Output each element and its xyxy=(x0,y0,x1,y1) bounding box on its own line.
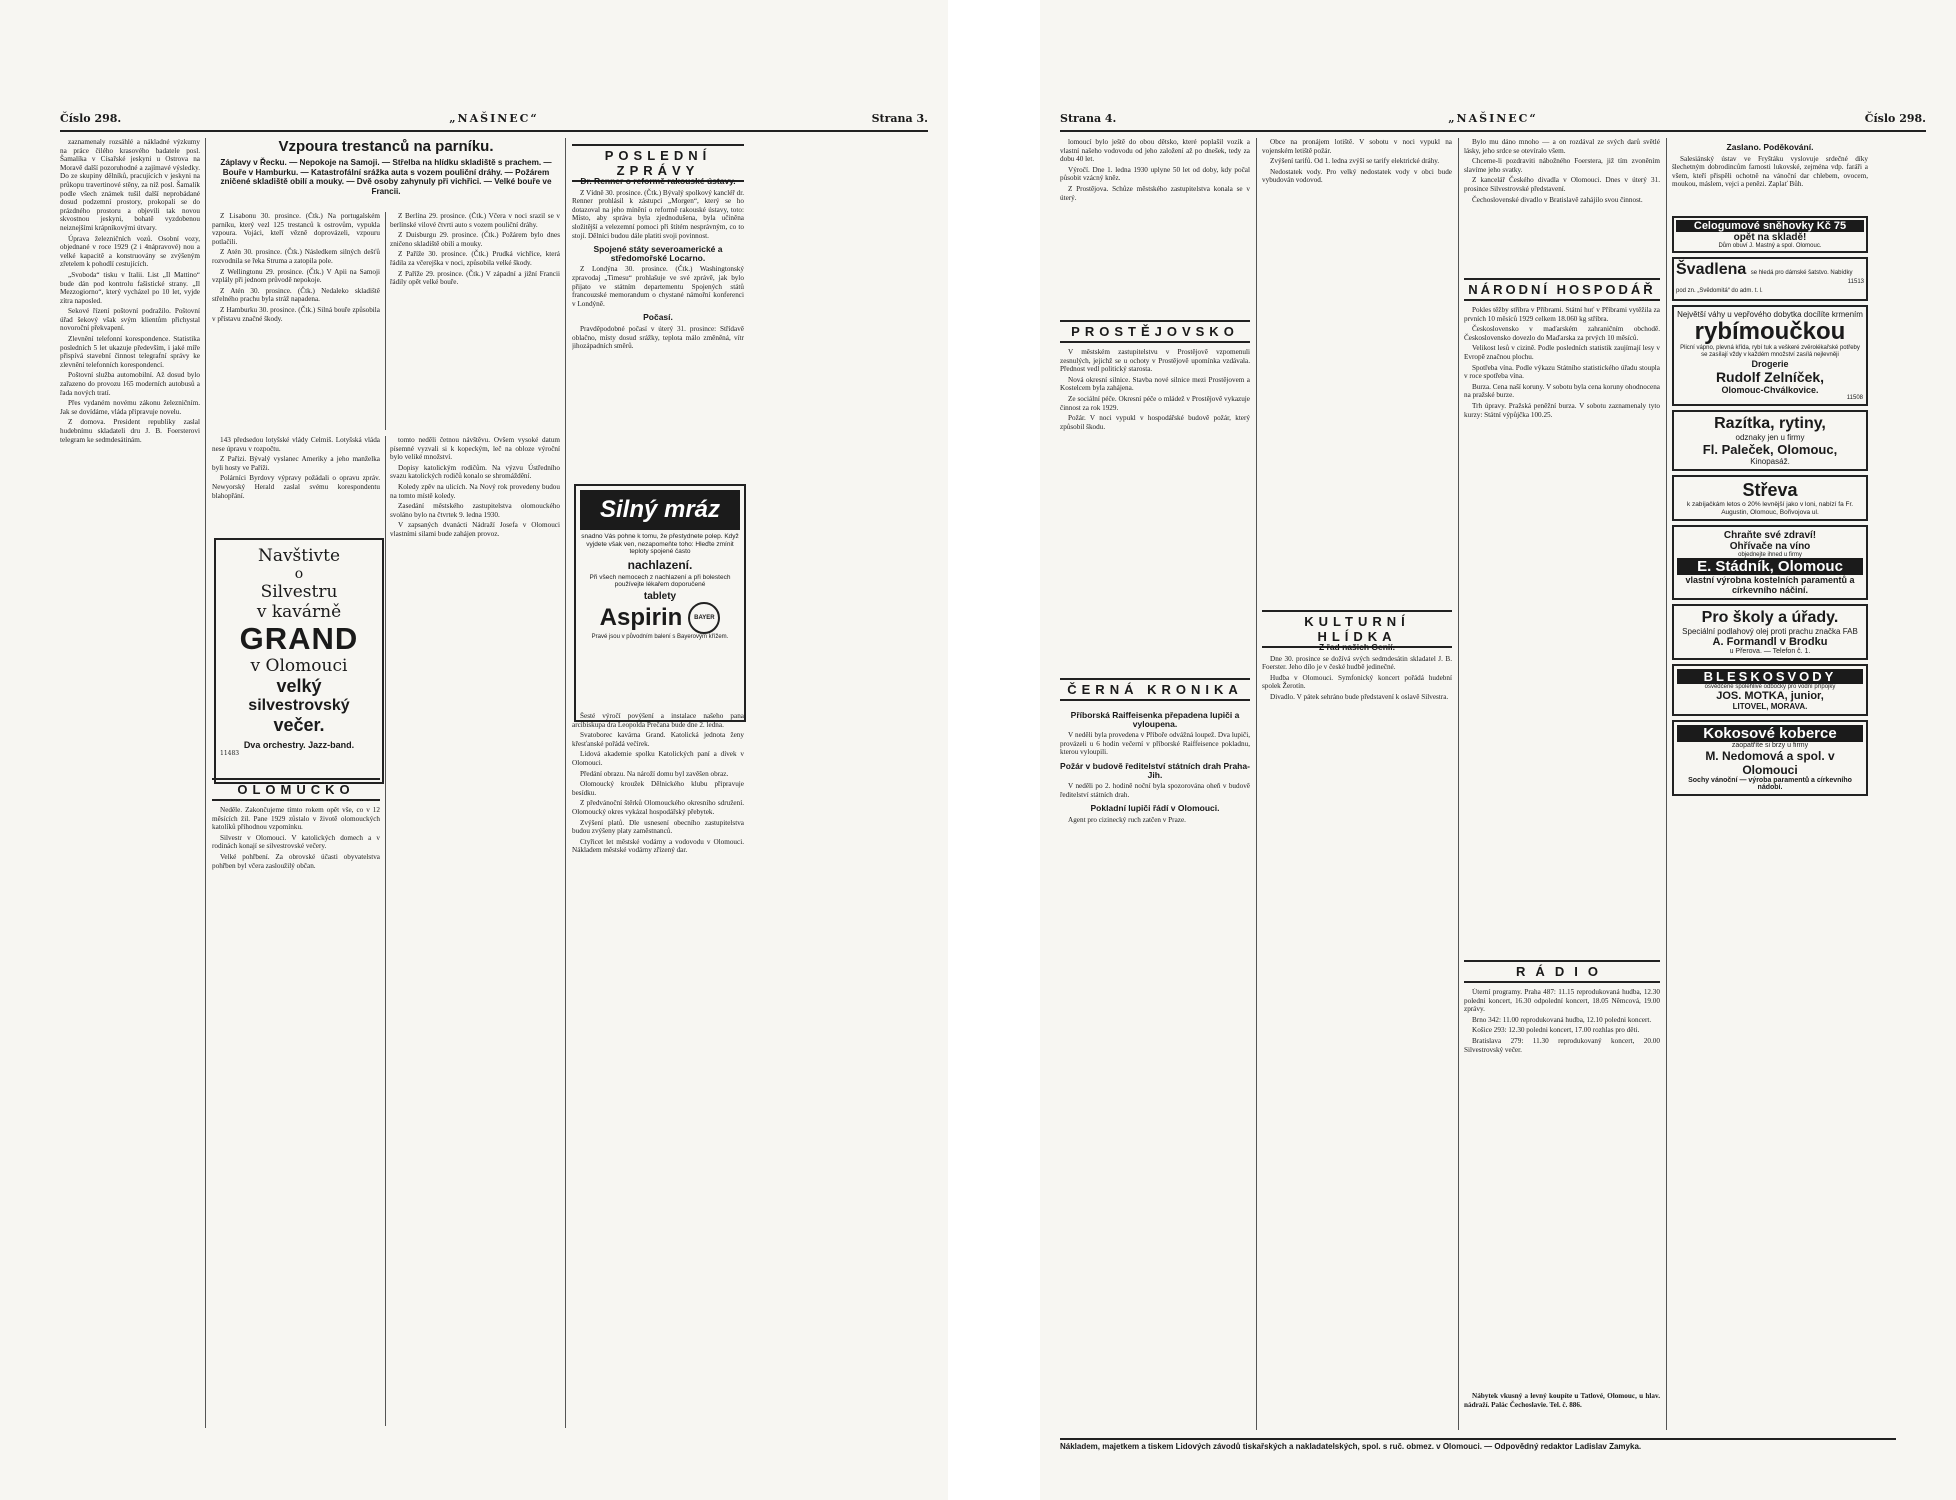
prostejovsko-text xyxy=(1060,348,1250,666)
article-para: Nedostatek vody. Pro velký nedostatek vody v obci bude vybudován vodovod. xyxy=(1262,167,1452,185)
furniture-notice xyxy=(1464,1392,1660,1430)
article-para: Úterní programy. Praha 487: 11.15 reprodukovaná hudba, 12.30 poledni koncert, 16.30 odpolední koncert, 18.05 Němcová, 19.00 zprávy. xyxy=(1464,988,1660,1014)
ads-column xyxy=(1672,216,1868,796)
article-para: Trh úpravy. Pražská peněžní burza. V sobotu zaznamenaly tyto kurzy: Státní výpůjčka 100.25. xyxy=(1464,401,1660,419)
article-para: Z Atén 30. prosince. (Čtk.) Následkem silných dešťů rozvodnila se řeka Struma a zatopila pole. xyxy=(212,248,380,265)
ad-headline: Silný mráz xyxy=(580,490,740,530)
radio-section xyxy=(1464,954,1660,989)
ad-text: Olomouc-Chválkovice. xyxy=(1721,385,1819,395)
article-para: V městském zastupitelstvu v Prostějově vzpomenuli zesnulých, jejichž se u ochoty v Prostějově upomínka vzdávala. Přednost vedl politický starosta. xyxy=(1060,348,1250,374)
ad-headline: rybímoučkou xyxy=(1694,318,1846,345)
article-para: Z Vídně 30. prosince. (Čtk.) Bývalý spolkový kancléř dr. Renner prohlásil k zástupci „Morgen“, který se ho dotazoval na jeho mínění o reformě rakouské ústavy, toto: Místo, aby správa byla zjednodušena, byla učiněna složitější a velezemní pomoci při štítém nesprávným, co to stojí. Dělníci budou dále platiti svoji povinnost. xyxy=(572,188,744,240)
article-para: Z Atén 30. prosince. (Čtk.) Nedaleko skladiště střelného prachu byla stráž napadena. xyxy=(212,286,380,304)
section-title: NÁRODNÍ HOSPODÁŘ xyxy=(1464,278,1660,301)
ad-text: Největší váhy u vepřového dobytka docílíte krmením xyxy=(1677,310,1863,319)
right-issue-number: Číslo 298. xyxy=(1864,112,1926,125)
fishmeal-ad xyxy=(1672,305,1868,406)
casings-ad xyxy=(1672,475,1868,521)
ad-headline: Ohřívače na víno xyxy=(1729,541,1811,552)
right-col-1-upper xyxy=(1060,138,1250,308)
article-para: Zasedání městského zastupitelstva olomouckého svoláno bylo na čtvrtek 9. ledna 1930. xyxy=(390,502,560,519)
seamstress-ad xyxy=(1672,257,1868,301)
article-para: Bratislava 279: 11.30 reprodukovaný koncert, 20.00 Silvestrovský večer. xyxy=(1464,1036,1660,1054)
column-rule xyxy=(1458,138,1459,1430)
left-newspaper-page xyxy=(0,0,948,1500)
article-para: Olomoucký kroužek Dělnického klubu připravuje besídku. xyxy=(572,780,744,797)
article-para: Salesiánský ústav ve Fryštáku vyslovuje srdečné díky šlechetným dobrodincům farnosti lukovské, zejména vdp. faráři a všem, kteří přispěli ochotně na vánoční dar chlebem, ovocem, moukou, máslem, vejci a penězi. Zaplať Bůh. xyxy=(1672,154,1868,189)
article-para: Zvýšení platů. Dle usnesení obecního zastupitelstva budou zvýšeny platy zaměstnanců. xyxy=(572,818,744,836)
section-title: OLOMUCKO xyxy=(212,778,380,801)
right-newspaper-page xyxy=(1040,0,1956,1500)
right-col-3-upper xyxy=(1464,138,1660,268)
ad-text: A. Formandl v Brodku xyxy=(1712,636,1828,648)
article-para: Šesté výročí povýšení a instalace našeho pana arcibiskupa dra Leopolda Prečana bude dne 2. ledna. xyxy=(572,712,744,729)
article-para: Pokles těžby stříbra v Příbrami. Státní huť v Příbrami vytěžila za prvních 10 měsíců 1929 celkem 18.060 kg stříbra. xyxy=(1464,306,1660,323)
article-para: Z Pařízi. Bývalý vyslanec Ameriky a jeho manželka byli hosty ve Paříži. xyxy=(212,455,380,472)
section-title: PROSTĚJOVSKO xyxy=(1060,320,1250,343)
section-title: RÁDIO xyxy=(1464,960,1660,983)
article-para: Z domova. President republiky zaslal hudebnímu skladateli dru J. B. Foersterovi telegram ke sedmdesátinám. xyxy=(60,418,200,444)
left-col-3-upper xyxy=(390,212,560,430)
right-col-2-upper xyxy=(1262,138,1452,598)
ad-headline: Razítka, rytiny, xyxy=(1714,415,1826,432)
article-para: Lidová akademie spolku Katolických paní a dívek v Olomouci. xyxy=(572,750,744,767)
article-para: Z Lisabonu 30. prosince. (Čtk.) Na portugalském parníku, který vezl 125 trestanců k ostrovům, vypukla vzpoura. Vojáci, kteří vězně doprovázeli, vzpouru potlačili. xyxy=(212,212,380,246)
floor-oil-ad xyxy=(1672,604,1868,660)
main-story-headline xyxy=(212,138,560,196)
article-title: Z řad našich Genií. xyxy=(1318,642,1396,652)
ad-headline: Švadlena xyxy=(1676,261,1747,278)
ad-code: 11483 xyxy=(220,750,240,757)
article-para: Z Duisburgu 29. prosince. (Čtk.) Požárem bylo dnes zničeno skladiště obilí a mouky. xyxy=(390,231,560,248)
cerna-kronika-text xyxy=(1060,706,1250,1430)
article-para: Dne 30. prosince se dožívá svých sedmdesátin skladatel J. B. Foerster. Jeho dílo je v české hudbě jedinečné. xyxy=(1262,654,1452,672)
headline-title: Vzpoura trestanců na parníku. xyxy=(278,138,494,155)
article-para: Nová okresní silnice. Stavba nové silnice mezi Prostějovem a Kostelcem byla zahájena. xyxy=(1060,375,1250,393)
left-col-5-lower xyxy=(572,712,744,1426)
olomucko-section xyxy=(212,772,380,807)
ad-text: zaopatříte si brzy u firmy xyxy=(1731,742,1809,749)
page-gutter xyxy=(948,0,1040,1500)
column-rule xyxy=(385,212,386,430)
imprint-text: Nákladem, majetkem a tiskem Lidových závodů tiskařských a nakladatelských, spol. s ruč. obmez. v Olomouci. — Odpovědný redaktor Ladislav Zamyka. xyxy=(1060,1442,1642,1451)
column-rule xyxy=(565,138,566,1428)
ad-brand-name: Aspirin xyxy=(599,603,683,631)
left-page-number: Strana 3. xyxy=(871,112,928,125)
left-issue-number: Číslo 298. xyxy=(60,112,122,125)
article-para: Poštovní služba automobilní. Až dosud bylo zařazeno do provozu 165 moderních autobusů a řada nových tratí. xyxy=(60,371,200,397)
prostejovsko-section xyxy=(1060,314,1250,349)
ad-text: Pravé jsou v původním balení s Bayerovým křížem. xyxy=(591,633,729,640)
ad-headline: Střeva xyxy=(1742,480,1798,500)
left-col-1 xyxy=(60,138,200,1428)
page-imprint xyxy=(1060,1438,1896,1456)
ad-line: velký xyxy=(276,676,322,696)
article-para: Spotřeba vína. Podle výkazu Státního statistického úřadu stoupla v roce spotřeba vína. xyxy=(1464,363,1660,381)
article-para: Z Wellingtonu 29. prosince. (Čtk.) V Apii na Samoji vzplály při jednom průvodě nepokoje. xyxy=(212,267,380,285)
article-para: Košice 293: 12.30 poledni koncert, 17.00 rozhlas pro děti. xyxy=(1472,1026,1640,1035)
ad-headline: Kokosové koberce xyxy=(1677,725,1863,742)
stamps-ad xyxy=(1672,410,1868,471)
ad-text: LITOVEL, MORAVA. xyxy=(1732,702,1808,711)
narodni-text xyxy=(1464,306,1660,948)
ad-text: se hledá pro dámské šatstvo. Nabídky pod zn. „Svědomitá“ do adm. t. l. xyxy=(1676,270,1853,294)
article-para: Výročí. Dne 1. ledna 1930 uplyne 50 let od doby, kdy počal působit vzácný kněz. xyxy=(1060,165,1250,183)
article-para: Obce na pronájem lotiště. V sobotu v noci vypukl na vojenském letiště požár. xyxy=(1262,138,1452,155)
article-para: V neděli po 2. hodině noční byla spozorována oheň v budově ředitelství státních drah. xyxy=(1060,782,1250,799)
left-col-4 xyxy=(390,436,560,1426)
article-title: Požár v budově ředitelství státních drah Praha-Jih. xyxy=(1060,760,1250,780)
ad-text: snadno Vás pohne k tomu, že přestydnete polep. Když vyjdete však ven, nezapomeňte toho: Hleďte zmínit teploty spojené často xyxy=(581,533,739,555)
ad-headline: Pro školy a úřady. xyxy=(1701,609,1839,626)
article-para: Nábytek vkusný a levný koupíte u Tatlové, Olomouc, u hlav. nádraží. Palác Čechoslavie. Tel. č. 886. xyxy=(1464,1392,1660,1409)
article-para: Předání obrazu. Na nároží domu byl zavěšen obraz. xyxy=(580,769,729,778)
article-para: Z předvánoční štěrků Olomouckého okresního sdružení. Olomoucký okres vykázal hospodářský přebytek. xyxy=(572,799,744,816)
article-para: Pravděpodobné počasí v úterý 31. prosince: Střídavě oblačno, místy dosud srážky, teplota málo změněná, vítr jihozápadních směrů. xyxy=(572,324,744,351)
section-title: KULTURNÍ HLÍDKA xyxy=(1262,610,1452,648)
left-col-2-middle xyxy=(212,436,380,526)
left-col-2-upper xyxy=(212,212,380,430)
ad-text: opět na skladě! xyxy=(1733,232,1807,243)
ad-line: večer. xyxy=(273,715,325,735)
article-para: Velké pohřbení. Za obrovské účasti obyvatelstva pohřben byl včera zasloužilý občan. xyxy=(212,852,380,870)
article-para: Čechoslovenské divadlo v Bratislavě zahájilo svou činnost. xyxy=(1472,195,1643,204)
snow-boots-ad xyxy=(1672,216,1868,253)
cafe-grand-ad xyxy=(214,538,384,784)
article-para: Burza. Cena naší koruny. V sobotu byla cena koruny ohodnocena na pražské burze. xyxy=(1464,382,1660,400)
article-para: Ctyřicet let městské vodárny a vodovodu v Olomouci. Nákladem městské vodárny zřízený dar. xyxy=(572,837,744,855)
kulturni-text xyxy=(1262,638,1452,1430)
article-para: Bylo mu dáno mnoho — a on rozdával ze svých darů světlé lásky, jeho srdce se otevíralo všem. xyxy=(1464,138,1660,155)
ad-text: Plicní vápno, plevná křída, rybí tuk a veškeré zvěrolékařské potřeby se zasílají vždy v každém množství zasílá nejlevněji xyxy=(1680,345,1860,358)
ad-headline: Chraňte své zdraví! xyxy=(1723,530,1817,541)
column-rule xyxy=(1256,138,1257,1430)
ad-text: Speciální podlahový olej proti prachu značka FAB xyxy=(1682,627,1858,636)
article-para: Silvestr v Olomouci. V katolických domech a v rodinách konají se silvestrovské večery. xyxy=(212,833,380,851)
right-page-number: Strana 4. xyxy=(1060,112,1117,125)
ad-text: Při všech nemocech z nachlazení a při bolestech používejte lékařem doporučené xyxy=(589,573,731,588)
ad-brand-row xyxy=(580,602,740,634)
ad-line: v kavárně xyxy=(256,602,342,622)
narodni-section xyxy=(1464,272,1660,307)
article-para: Dopisy katolickým rodičům. Na výzvu Ústředního svazu katolických rodičů konalo se shromáždění. xyxy=(390,463,560,481)
ad-text: osvědčené spolehlivé odbočky pro vodní přípojky xyxy=(1704,684,1836,690)
column-rule xyxy=(1666,138,1667,1430)
article-title: Pokladní lupiči řádí v Olomouci. xyxy=(1090,803,1220,814)
article-para: Chceme-li pozdraviti nábožného Foerstera, již tím zvoněním slavíme jeho svatky. xyxy=(1464,157,1660,174)
article-para: Divadlo. V pátek sehráno bude představení k oslavě Silvestra. xyxy=(1270,692,1449,701)
article-para: Sekové řízení poštovní podražilo. Poštovní úřad šekový však svým klientům přichystal novoroční překvapení. xyxy=(60,307,200,333)
headline-subtitle: Záplavy v Řecku. — Nepokoje na Samoji. — Střelba na hlídku skladiště s prachem. — Bouře v Hamburku. — Katastrofální srážka auta s vozem pouliční dráhy. — Požárem zničené skladiště obilí a mouky. — Dvě osoby zahynuly při vichřici. — Velké bouře ve Francii. xyxy=(220,158,552,196)
right-col-4-text xyxy=(1672,138,1868,210)
ad-headline: BLESKOSVODY xyxy=(1677,669,1863,684)
article-para: „Svoboda“ tisku v Italii. List „Il Mattino“ bude dán pod kontrolu fašistické strany. „Il Mezzogiorno“, který vycházel po 10 let, vyjde zítra naposled. xyxy=(60,270,200,305)
section-title: POSLEDNÍ ZPRÁVY xyxy=(572,144,744,182)
article-para: Neděle. Zakončujeme tímto rokem opět vše, co v 12 měsících žil. Pane 1929 zůstalo v životě olomouckých katolíků příhodnou vzpomínku. xyxy=(212,806,380,832)
article-title: Spojené státy severoamerické a středomořské Locarno. xyxy=(593,244,723,263)
ad-code: 11513 xyxy=(1847,279,1864,285)
ad-brand-name: GRAND xyxy=(239,621,359,656)
column-rule xyxy=(385,436,386,1426)
bayer-cross-icon: BAYER xyxy=(688,602,720,634)
article-para: Z Paříže 30. prosince. (Čtk.) Prudká vichřice, která řádila za včerejška v noci, způsobila velké škody. xyxy=(390,250,560,267)
article-title: Příborská Raiffeisenka přepadena lupiči a vyloupena. xyxy=(1070,710,1240,729)
article-title: Počasí. xyxy=(643,312,673,323)
radio-text xyxy=(1464,988,1660,1388)
article-para: Zlevnění telefonní korespondence. Statistika posledních 5 let ukazuje především, i jaké míře přispívá stavební činnost telegrafní správy ke zlevnění telefonních korespondencí. xyxy=(60,335,200,369)
ad-text: Dům obuví J. Mastný a spol. Olomouc. xyxy=(1718,243,1822,249)
article-para: Svatoborec kavárna Grand. Katolická jednota ženy křesťanské pořádá večírek. xyxy=(572,731,744,748)
article-para: V neděli byla provedena v Příboře odvážná loupež. Dva lupiči, provázeli u 6 hodin večerní v příborské Raiffeisence pokladnu, kterou vyloupili. xyxy=(1060,731,1250,757)
ad-text: M. Nedomová a spol. v Olomouci xyxy=(1705,749,1835,777)
ad-text: Rudolf Zelníček, xyxy=(1715,369,1825,385)
ad-text: u Přerova. — Telefon č. 1. xyxy=(1729,648,1811,655)
article-para: Z Prostějova. Schůze městského zastupitelstva konala se v úterý. xyxy=(1060,184,1250,202)
ad-text: JOS. MOTKA, junior, xyxy=(1716,690,1824,702)
article-para: lomoucí bylo ještě do obou dětsko, které poplašil vozík a vlastní našeho vodovodu od jeho založení až po dnešek, tedy za dobu 40 let. xyxy=(1060,138,1250,164)
article-para: Koledy zpěv na ulicích. Na Nový rok provedeny budou na tomto místě koledy. xyxy=(390,482,560,500)
coconut-carpets-ad xyxy=(1672,720,1868,796)
left-col-5-upper xyxy=(572,172,744,472)
ad-text: Kinopasáž. xyxy=(1750,457,1790,466)
ad-text: E. Stádník, Olomouc xyxy=(1677,558,1863,575)
left-masthead: „NAŠINEC“ xyxy=(449,112,539,125)
olomucko-text xyxy=(212,806,380,1426)
cerna-kronika-section xyxy=(1060,672,1250,707)
left-page-header xyxy=(60,112,928,132)
article-para: 143 předsedou lotyšské vlády Celmiš. Lotyšská vláda nese úpravu v rozpočtu. xyxy=(212,436,380,453)
ad-text: odznaky jen u firmy xyxy=(1735,433,1805,442)
article-para: Z kancelář Českého divadla v Olomouci. Dnes v úterý 31. prosince Silvestrovské představení. xyxy=(1464,176,1660,193)
article-para: Agent pro cizinecký ruch zatčen v Praze. xyxy=(1068,815,1186,824)
article-para: Z Paříže 29. prosince. (Čtk.) V západní a jižní Francii řádily opět velké bouře. xyxy=(390,269,560,287)
article-title: Zaslano. Poděkování. xyxy=(1726,142,1814,152)
ad-line: Silvestru xyxy=(260,582,338,602)
aspirin-ad xyxy=(574,484,746,722)
article-para: Úprava železničních vozů. Osobní vozy, objednané v roce 1929 (2 i 4nápravové) nou a velké kapacitě a konstruovány se zvýšeným zřetelem k pohodlí cestujících. xyxy=(60,234,200,269)
article-para: V zapsaných dvanácti Nádraží Josefa v Olomouci vlastními silami bude zahájen provoz. xyxy=(390,521,560,538)
article-para: Zvýšení tarifů. Od 1. ledna zvýší se tarify elektrické dráhy. xyxy=(1270,157,1440,166)
ad-headline: Celogumové sněhovky Kč 75 xyxy=(1676,220,1864,232)
article-para: Ze sociální péče. Okresní péče o mládež v Prostějově vykazuje činnost za rok 1929. xyxy=(1060,394,1250,412)
ad-line: silvestrovský xyxy=(248,697,350,714)
ad-line: Navštivte xyxy=(257,546,341,566)
right-masthead: „NAŠINEC“ xyxy=(1448,112,1538,125)
ad-text: nachlazení. xyxy=(627,557,693,572)
ad-code: 11508 xyxy=(1846,395,1863,401)
wine-warmer-ad xyxy=(1672,525,1868,600)
ad-text: Drogerie xyxy=(1751,359,1789,369)
article-para: Z Berlína 29. prosince. (Čtk.) Včera v noci srazil se v berlínské vilové čtvrti auto s vozem pouliční dráhy. xyxy=(390,212,560,229)
article-para: Požár. V noci vypukl v hospodářské budově požár, který způsobil škodu. xyxy=(1060,414,1250,431)
ad-line: o xyxy=(294,566,304,582)
article-para: Československo v maďarském zahraničním obchodě. Československo dovezlo do Maďarska za prvých 10 měsíců. xyxy=(1464,325,1660,342)
article-para: Z Londýna 30. prosince. (Čtk.) Washingtonský zpravodaj „Timesu“ prohlašuje ve své zprávě, jak bylo přijato ve státním departementu Spojených států francouzské memorandum o chystané námořní konferenci v Londýně. xyxy=(572,265,744,308)
ad-line: v Olomouci xyxy=(250,656,348,676)
article-para: Velikost lesů v cizině. Podle posledních statistik zaujímají lesy v Evropě značnou plochu. xyxy=(1464,344,1660,361)
ad-text: Fl. Paleček, Olomouc, xyxy=(1702,442,1838,457)
article-para: tomto neděli četnou návštěvu. Ovšem vysoké datum písemné vyzvali si k kopeckým, leč na obloze výroční bylo veliké množství. xyxy=(390,436,560,462)
ad-text: objednejte ihned u firmy xyxy=(1738,552,1802,558)
article-para: Hudba v Olomouci. Symfonický koncert pořádá hudební spolek Žerotín. xyxy=(1262,673,1452,691)
ad-text: vlastní výrobna kostelních paramentů a církevního náčiní. xyxy=(1685,575,1855,595)
article-para: Přes vydaném novému zákonu železničním. Jak se dovídáme, vláda připravuje novelu. xyxy=(60,399,200,416)
ad-footer: Dva orchestry. Jazz-band. xyxy=(243,740,355,750)
right-page-header xyxy=(1060,112,1926,132)
lightning-rods-ad xyxy=(1672,664,1868,716)
article-para: Brno 342: 11.00 reprodukovaná hudba, 12.10 poledni koncert. xyxy=(1472,1015,1652,1024)
article-title: Dr. Renner o reformě rakouské ústavy. xyxy=(580,176,736,186)
article-para: Z Hamburku 30. prosince. (Čtk.) Silná bouře způsobila v přístavu značné škody. xyxy=(212,305,380,323)
section-title: ČERNÁ KRONIKA xyxy=(1060,678,1250,701)
column-rule xyxy=(205,138,206,1428)
ad-text: tablety xyxy=(643,590,677,602)
ad-text: Sochy vánoční — výroba paramentů a církevního nádobí. xyxy=(1688,777,1852,791)
ad-text: k zabíjačkám letos o 20% levnější jako v loni, nabízí fa Fr. Augustin, Olomouc, Bořivojova ul. xyxy=(1686,501,1854,516)
article-para: zaznamenaly rozsáhlé a nákladné výzkumy na práce čilého krasového badatele posl. Šamalíka v Císařské jeskyni u Ostrova na Moravě další pozoruhodné a zajímavé výsledky. Do ze skupiny dělníků, pracujících v jeskyni na průkopu travertinové stěny, za níž posl. Šamalík podle všech známek tušil další neprobádané dosud podzemní prostory, prokopali se do prázdného prostoru a objevili tak novou skvostnou jeskyni, bohatě vyzdobenou neiznejšími krápníkovými útvary. xyxy=(60,138,200,232)
article-para: Polárníci Byrdovy výpravy požádali o opravu zpráv. Newyorský Herald zaslal svému korespondentu blahopřání. xyxy=(212,474,380,500)
